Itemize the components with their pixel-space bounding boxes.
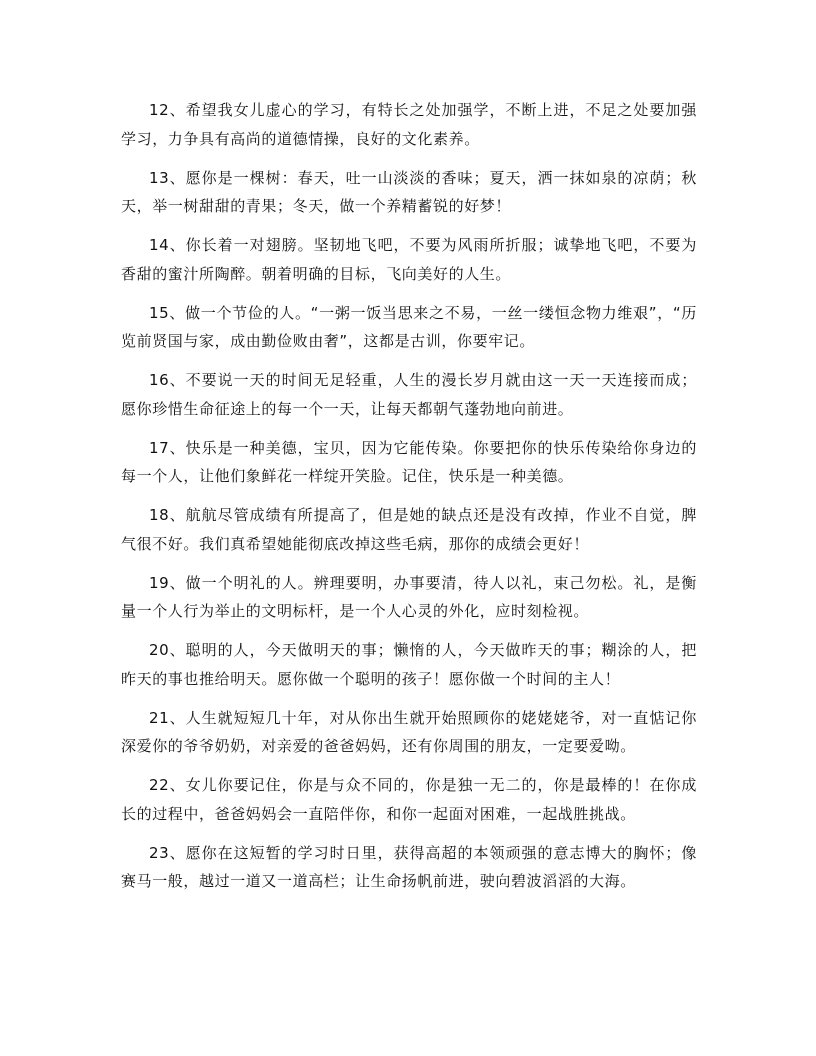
paragraph-21: 21、人生就短短几十年，对从你出生就开始照顾你的姥姥姥爷，对一直惦记你深爱你的爷爷奶奶，对亲爱的爸爸妈妈，还有你周围的朋友，一定要爱呦。 [121, 708, 697, 755]
paragraph-16: 16、不要说一天的时间无足轻重，人生的漫长岁月就由这一天一天连接而成；愿你珍惜生命征途上的每一个一天，让每天都朝气蓬勃地向前进。 [121, 371, 697, 418]
paragraph-22: 22、女儿你要记住，你是与众不同的，你是独一无二的，你是最棒的！在你成长的过程中，爸爸妈妈会一直陪伴你，和你一起面对困难，一起战胜挑战。 [121, 776, 697, 823]
paragraph-17: 17、快乐是一种美德，宝贝，因为它能传染。你要把你的快乐传染给你身边的每一个人，让他们象鲜花一样绽开笑脸。记住，快乐是一种美德。 [121, 438, 697, 485]
paragraph-20: 20、聪明的人，今天做明天的事；懒惰的人，今天做昨天的事；糊涂的人，把昨天的事也推给明天。愿你做一个聪明的孩子！愿你做一个时间的主人！ [121, 641, 697, 688]
paragraph-19: 19、做一个明礼的人。辨理要明，办事要清，待人以礼，束己勿松。礼，是衡量一个人行为举止的文明标杆，是一个人心灵的外化，应时刻检视。 [121, 573, 697, 620]
paragraph-14: 14、你长着一对翅膀。坚韧地飞吧，不要为风雨所折服；诚挚地飞吧，不要为香甜的蜜汁所陶醉。朝着明确的目标，飞向美好的人生。 [121, 236, 697, 283]
paragraph-18: 18、航航尽管成绩有所提高了，但是她的缺点还是没有改掉，作业不自觉，脾气很不好。我们真希望她能彻底改掉这些毛病，那你的成绩会更好！ [121, 506, 697, 553]
paragraph-12: 12、希望我女儿虚心的学习，有特长之处加强学，不断上进，不足之处要加强学习，力争具有高尚的道德情操，良好的文化素养。 [121, 101, 697, 148]
document-body [121, 96, 697, 906]
paragraph-23: 23、愿你在这短暂的学习时日里，获得高超的本领顽强的意志博大的胸怀；像赛马一般，越过一道又一道高栏；让生命扬帆前进，驶向碧波滔滔的大海。 [121, 843, 697, 890]
paragraph-13: 13、愿你是一棵树：春天，吐一山淡淡的香味；夏天，洒一抹如泉的凉荫；秋天，举一树甜甜的青果；冬天，做一个养精蓄锐的好梦！ [121, 168, 697, 215]
paragraph-15: 15、做一个节俭的人。“一粥一饭当思来之不易，一丝一缕恒念物力维艰”，“历览前贤国与家，成由勤俭败由奢”，这都是古训，你要牢记。 [121, 303, 697, 350]
